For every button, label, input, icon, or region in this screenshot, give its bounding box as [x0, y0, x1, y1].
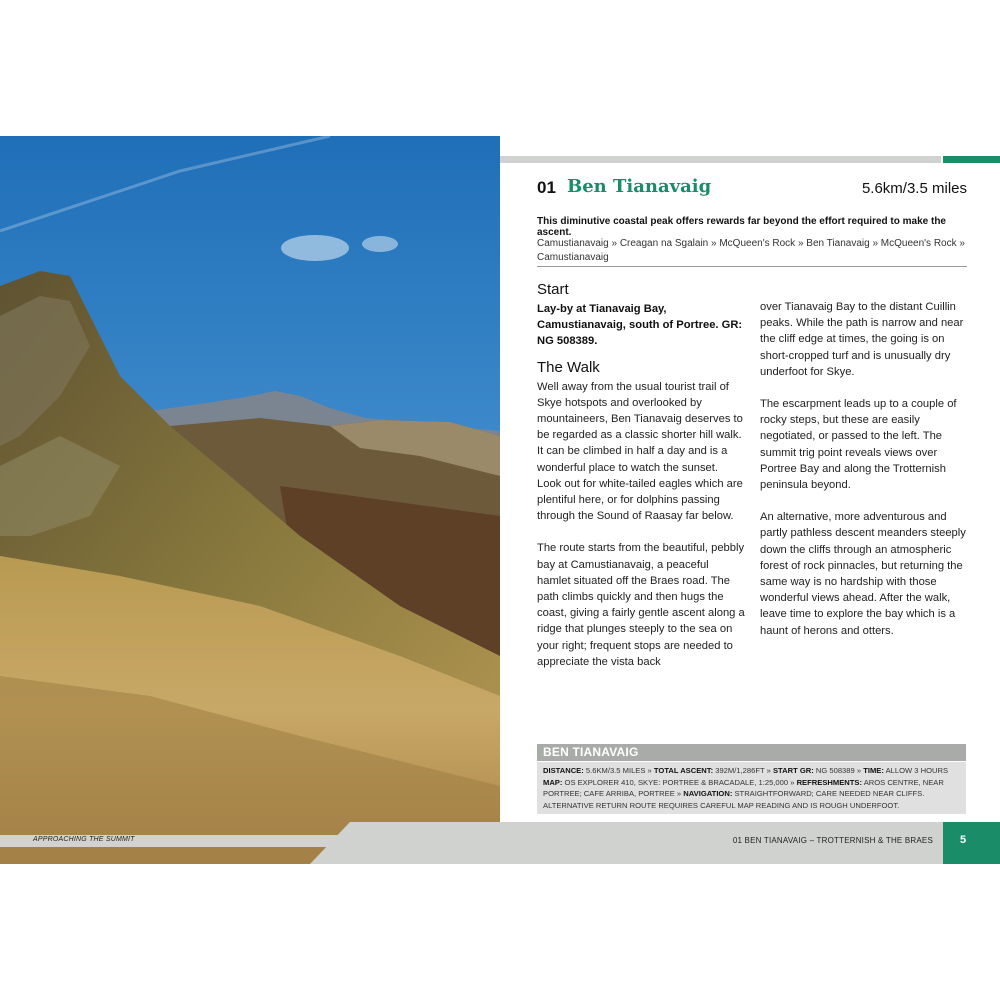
info-separator: »	[790, 777, 795, 787]
photo-caption: APPROACHING THE SUMMIT	[33, 836, 135, 843]
walk-intro: This diminutive coastal peak offers rewards far beyond the effort required to make the ascent.	[537, 216, 946, 238]
walk-heading: The Walk	[537, 358, 600, 376]
info-box-text	[543, 765, 963, 811]
walk-number: 01	[537, 178, 556, 197]
info-value: 5.6KM/3.5 MILES	[585, 766, 646, 775]
walk-distance: 5.6km/3.5 miles	[861, 180, 967, 197]
walk-paragraph: The route starts from the beautiful, pebbly bay at Camustianavaig, a peaceful hamlet situated off the Braes road. The path climbs quickly and then hugs the coast, giving a fairly gentle ascent along a ridge that plunges steeply to the sea on your right; frequent stops are needed to appreciate the vista back	[537, 542, 745, 668]
text-column-right	[760, 299, 970, 639]
text-column-left	[537, 280, 745, 670]
info-value: ALLOW 3 HOURS	[885, 766, 949, 775]
info-separator: »	[647, 766, 652, 775]
landscape-photo	[0, 136, 500, 864]
info-box-title: BEN TIANAVAIG	[543, 745, 639, 759]
info-label: START GR:	[772, 766, 814, 775]
cloud	[281, 235, 349, 261]
info-label: NAVIGATION:	[683, 789, 733, 798]
info-value: OS EXPLORER 410, SKYE: PORTREE & BRACADALE, 1:25,000	[564, 777, 789, 787]
info-value: AROS CENTRE, NEAR PORTREE; CAFE ARRIBA, PORTREE	[543, 777, 944, 798]
footer-section: TROTTERNISH & THE BRAES	[816, 836, 933, 845]
info-label: TIME:	[863, 766, 884, 775]
running-footer	[733, 836, 933, 845]
info-value: 392M/1,286FT	[715, 766, 765, 775]
info-value: NG 508389	[815, 766, 855, 775]
footer-dash: –	[809, 836, 815, 845]
walk-paragraph: An alternative, more adventurous and partly pathless descent meanders steeply down the cliffs through an atmospheric forest of rock pinnacles, but returning the same way is no hardship with those wonderful views ahead. After the walk, leave time to explore the bay which is a haunt of herons and otters.	[760, 511, 966, 637]
walk-title: Ben Tianavaig	[567, 176, 712, 197]
walk-paragraph: Well away from the usual tourist trail of Skye hotspots and overlooked by mountaineers, Ben Tianavaig deserves to be regarded as a classic shorter hill walk. It can be climbed in half a day and is a wonderful place to watch the sunset. Look out for white-tailed eagles which are plentiful here, or for dolphins passing through the Sound of Raasay far below.	[537, 380, 743, 523]
top-rule	[500, 156, 941, 163]
info-label: MAP:	[543, 777, 563, 787]
page-number: 5	[959, 834, 967, 846]
info-value: STRAIGHTFORWARD; CARE NEEDED NEAR CLIFFS. ALTERNATIVE RETURN ROUTE REQUIRES CAREFUL MAP READING AND IS ROUGH UNDERFOOT.	[543, 789, 925, 810]
footer-walk: 01 BEN TIANAVAIG	[732, 836, 808, 845]
top-accent-bar	[943, 156, 1000, 163]
walk-paragraph: The escarpment leads up to a couple of rocky steps, but these are easily negotiated, or passed to the left. The summit trig point reveals views over Portree Bay and along the Trotternish peninsula beyond.	[760, 398, 957, 492]
cloud	[362, 236, 398, 252]
info-box-corner	[940, 790, 970, 822]
info-separator: »	[856, 766, 862, 775]
walk-paragraph: over Tianavaig Bay to the distant Cuillin peaks. While the path is narrow and near the cliff edge at times, the going is on short-cropped turf and is unusually dry underfoot for Skye.	[760, 301, 964, 378]
info-label: TOTAL ASCENT:	[653, 766, 714, 775]
divider	[537, 266, 967, 267]
photo-illustration	[0, 136, 500, 864]
start-heading: Start	[537, 281, 569, 298]
route-summary: Camustianavaig » Creagan na Sgalain » McQueen's Rock » Ben Tianavaig » McQueen's Rock » Camustianavaig	[537, 238, 965, 263]
info-separator: »	[676, 789, 682, 798]
info-label: REFRESHMENTS:	[796, 777, 862, 787]
start-text: Lay-by at Tianavaig Bay, Camustianavaig, south of Portree. GR: NG 508389.	[537, 303, 743, 348]
info-separator: »	[766, 766, 771, 775]
info-label: DISTANCE:	[543, 766, 584, 775]
